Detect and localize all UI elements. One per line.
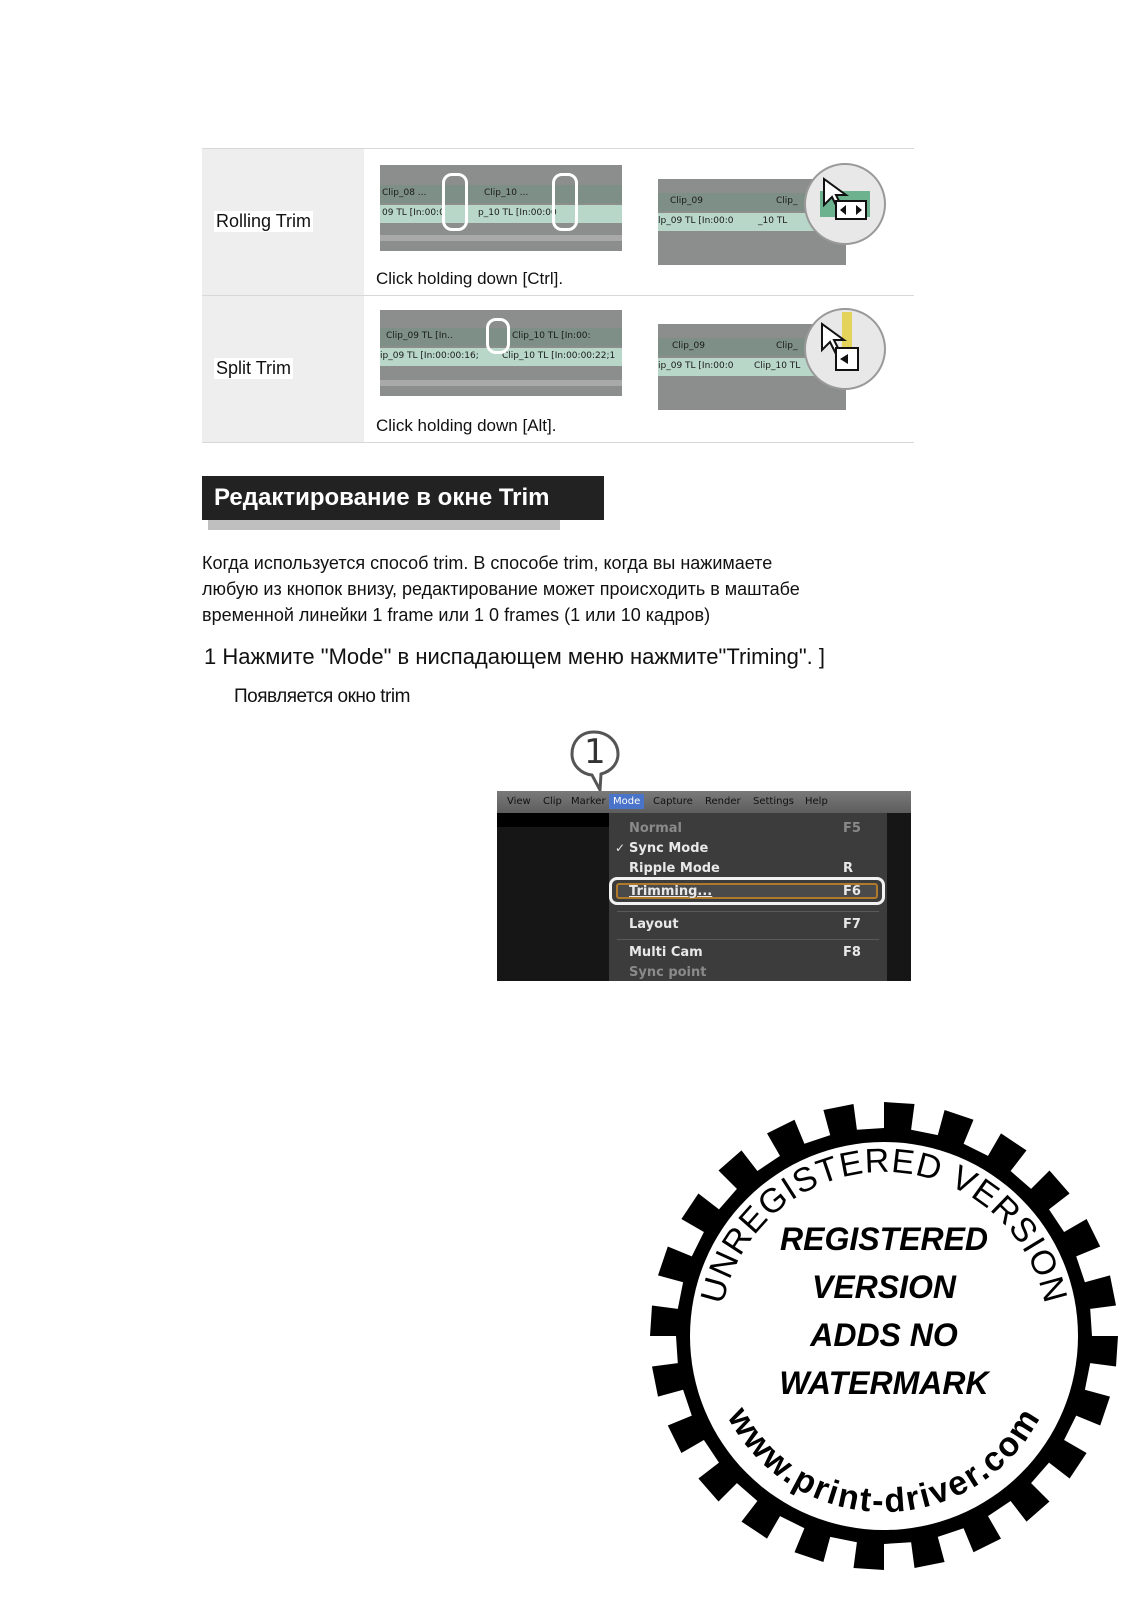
- timeline-screenshot-before: [380, 165, 622, 251]
- menu-item-normal[interactable]: Normal: [629, 821, 682, 836]
- body-paragraph: [202, 550, 922, 628]
- split-trim-cursor-icon: [802, 306, 888, 392]
- trim-table: [202, 148, 914, 443]
- clip-label: Clip_09 TL [In..: [386, 331, 453, 341]
- menubar: [497, 791, 911, 813]
- clip-label: Clip_10 TL: [754, 361, 801, 371]
- rolling-trim-cursor-icon: [802, 161, 888, 247]
- menu-mode[interactable]: Mode: [609, 794, 644, 809]
- stamp-center-line: ADDS NO: [810, 1317, 958, 1353]
- shortcut-label: R: [843, 861, 854, 876]
- paragraph-line: временной линейки 1 frame или 1 0 frames (1 или 10 кадров): [202, 605, 711, 625]
- step-instruction: 1 Нажмите "Mode" в ниспадающем меню нажмите"Triming". ]: [204, 644, 826, 669]
- clip-label: ip_09 TL [In:00:0: [658, 361, 734, 371]
- menu-clip[interactable]: Clip: [543, 796, 562, 807]
- stamp-center-line: REGISTERED: [779, 1221, 989, 1257]
- section-header: [202, 476, 604, 520]
- stamp-center-line: WATERMARK: [779, 1365, 989, 1401]
- trim-caption: Click holding down [Ctrl].: [376, 269, 564, 288]
- mode-menu-screenshot: [497, 791, 911, 981]
- clip-label: ip_09 TL [In:00:00:16;: [380, 351, 479, 361]
- menu-item-layout[interactable]: Layout: [629, 917, 679, 932]
- section-title: Редактирование в окне Trim: [214, 484, 550, 511]
- menu-item-sync-point[interactable]: Sync point: [629, 965, 707, 980]
- stamp-center-line: VERSION: [811, 1269, 957, 1305]
- menu-capture[interactable]: Capture: [653, 796, 693, 807]
- clip-label: Clip_10 TL [In:00:00:22;1: [502, 351, 616, 361]
- step-result: Появляется окно trim: [234, 686, 410, 707]
- trim-label-cell: [202, 296, 364, 442]
- clip-label: _10 TL: [758, 216, 788, 226]
- trim-point-marker: [486, 318, 510, 354]
- mode-dropdown: [609, 813, 887, 981]
- stamp-arc-bottom: www.print-driver.com: [719, 1400, 1049, 1521]
- shortcut-label: F8: [843, 945, 861, 960]
- menu-item-sync-mode[interactable]: Sync Mode: [629, 841, 709, 856]
- trim-point-marker: [552, 173, 578, 231]
- clip-label: Clip_09: [670, 196, 703, 206]
- callout-number: 1: [584, 732, 606, 772]
- menu-separator: [617, 911, 879, 912]
- shortcut-label: F6: [843, 884, 861, 899]
- menu-help[interactable]: Help: [805, 796, 828, 807]
- trim-point-marker: [442, 173, 468, 231]
- section-header-box: [202, 476, 604, 520]
- unregistered-watermark-stamp: [648, 1100, 1120, 1572]
- clip-label: lp_09 TL [In:00:0: [658, 216, 734, 226]
- trim-label: Rolling Trim: [216, 211, 312, 231]
- clip-label: p_10 TL [In:00:00: [478, 208, 557, 218]
- clip-label: 09 TL [In:00:0: [382, 208, 445, 218]
- clip-label: Clip_09: [672, 341, 705, 351]
- stamp-arc-top: UNREGISTERED VERSION: [693, 1141, 1075, 1308]
- clip-label: Clip_10 ...: [484, 188, 529, 198]
- checkmark-icon: ✓: [615, 841, 626, 855]
- menu-separator: [617, 939, 879, 940]
- clip-label: Clip_: [776, 341, 798, 351]
- clip-label: Clip_: [776, 196, 798, 206]
- shortcut-label: F5: [843, 821, 861, 836]
- menu-item-trimming[interactable]: Trimming...: [629, 884, 713, 899]
- paragraph-line: любую из кнопок внизу, редактирование может происходить в маштабе: [202, 579, 800, 599]
- trim-row-split: [202, 295, 914, 443]
- timeline-screenshot-before: [380, 310, 622, 396]
- clip-label: Clip_08 ...: [382, 188, 427, 198]
- shortcut-label: F7: [843, 917, 861, 932]
- menu-item-multi-cam[interactable]: Multi Cam: [629, 945, 703, 960]
- menu-render[interactable]: Render: [705, 796, 741, 807]
- menu-marker[interactable]: Marker: [571, 796, 606, 807]
- menu-item-ripple-mode[interactable]: Ripple Mode: [629, 861, 720, 876]
- paragraph-line: Когда используется способ trim. В способе trim, когда вы нажимаете: [202, 553, 773, 573]
- trim-row-rolling: [202, 148, 914, 295]
- trim-caption: Click holding down [Alt].: [376, 416, 557, 435]
- menu-view[interactable]: View: [507, 796, 531, 807]
- menu-settings[interactable]: Settings: [753, 796, 795, 807]
- trim-label-cell: [202, 149, 364, 295]
- clip-label: Clip_10 TL [In:00:: [512, 331, 591, 341]
- trim-label: Split Trim: [216, 358, 292, 378]
